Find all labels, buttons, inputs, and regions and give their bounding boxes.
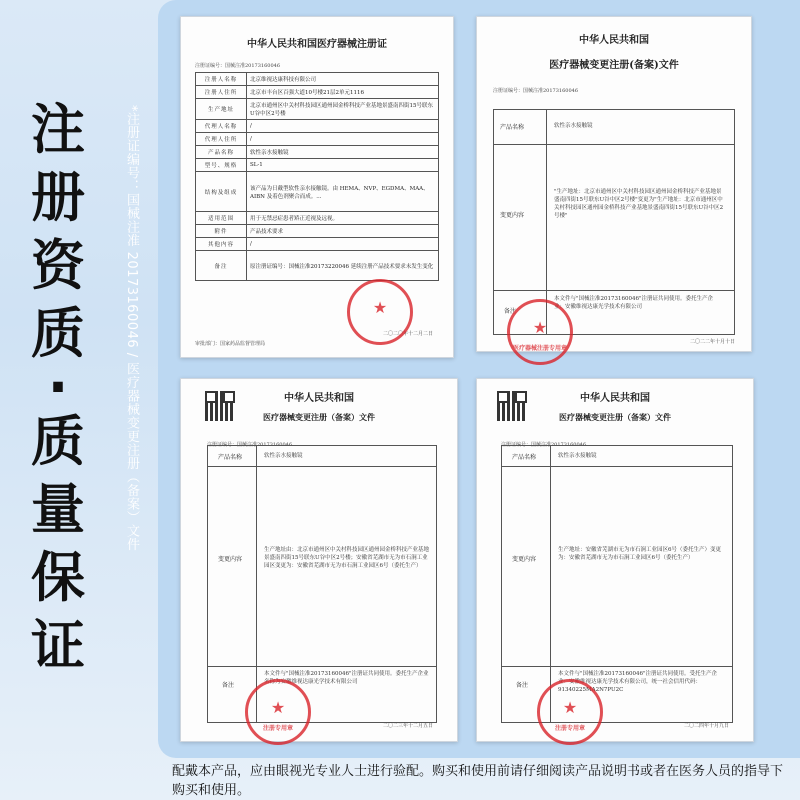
table-row xyxy=(196,159,439,172)
official-stamp: ★ xyxy=(347,279,413,345)
column-divider xyxy=(550,446,551,722)
table-row xyxy=(196,212,439,225)
title-char: 保 xyxy=(31,546,85,609)
row-label: 备注 xyxy=(196,251,247,281)
change-registration-doc-2023 xyxy=(180,378,458,742)
row-label: 代理人名称 xyxy=(196,120,247,133)
table-row xyxy=(196,225,439,238)
row-label: 代理人住所 xyxy=(196,133,247,146)
row-divider xyxy=(208,666,436,667)
title-char: 量 xyxy=(31,478,85,541)
change-label: 变更内容 xyxy=(218,556,243,563)
title-char: 质 xyxy=(31,410,85,473)
row-value: 北京市丰台区百强大道10号楼21层2单元1116 xyxy=(247,86,439,99)
row-label: 结构及组成 xyxy=(196,172,247,212)
product-label: 产品名称 xyxy=(512,454,537,461)
doc2-title-line1: 中华人民共和国 xyxy=(579,35,649,46)
doc2-date: 二〇二二年十月十日 xyxy=(689,339,735,345)
change-registration-doc-2024 xyxy=(476,378,754,742)
vertical-subtitle: *注册证编号：国械注准 20173160046 / 医疗器械变更注册（备案）文件 xyxy=(124,105,139,552)
official-stamp: ★ 医疗器械注册专用章 xyxy=(507,299,573,365)
row-value: / xyxy=(247,238,439,251)
product-value: 软性亲水接触镜 xyxy=(558,453,597,459)
row-value: 用于无禁忌症患者矫正近视及远视。 xyxy=(247,212,439,225)
row-value: SL-1 xyxy=(247,159,439,172)
row-value: 原注册证编号：国械注准20173220046 延续注册产品技术要求未发生变化 xyxy=(247,251,439,281)
table-row xyxy=(196,120,439,133)
table-row xyxy=(196,133,439,146)
doc4-reg-no: 注册证编号：国械注准20173160046 xyxy=(501,442,586,448)
doc4-title-line2: 医疗器械变更注册（备案）文件 xyxy=(559,412,671,422)
change-label: 变更内容 xyxy=(500,212,525,219)
row-value: / xyxy=(247,120,439,133)
change-value: "生产地址：北京市通州区中关村科技园区通州园金桥科技产业基地景盛南四街15号联东U谷中区2号楼"变更为"生产地址：北京市通州区中关村科技园区通州园金桥科技产业基地景盛南四街15号联东U谷中区2号楼" xyxy=(554,189,724,219)
row-divider xyxy=(494,290,734,291)
stamp-text: 注册专用章 xyxy=(262,725,293,732)
row-divider xyxy=(208,466,436,467)
vertical-subtitle-strip xyxy=(84,0,160,758)
disclaimer-text: 配戴本产品，应由眼视光专业人士进行验配。购买和使用前请仔细阅读产品说明书或者在医务人员的指导下购买和使用。 xyxy=(172,764,784,798)
title-char: 册 xyxy=(31,166,85,229)
note-label: 备注 xyxy=(222,682,235,689)
row-value: 产品技术要求 xyxy=(247,225,439,238)
change-value: 生产地址由：北京市通州区中关村科技园区通州园金桥科技产业基地景盛南四街15号联东U谷中区2号楼；安徽省芜湖市无为市石涧工业园区变更为：安徽省芜湖市无为市石涧工业园区6号（委托生产） xyxy=(264,547,430,569)
change-value: 生产地址：安徽省芜湖市无为市石涧工业园区6号（委托生产）变更为：安徽省芜湖市无为市石涧工业园区6号（委托生产） xyxy=(558,547,722,561)
doc1-footer: 审批部门：国家药品监督管理局 xyxy=(195,341,266,347)
product-value: 软性亲水接触镜 xyxy=(554,123,593,129)
change-label: 变更内容 xyxy=(512,556,537,563)
row-label: 型号、规格 xyxy=(196,159,247,172)
row-label: 适用范围 xyxy=(196,212,247,225)
note-value: 本文件与"国械注准20173160046"注册证共同使用。受托生产企业：安徽维视达康光学技术有限公司，统一社会信用代码：91340225MA2N7PU2C xyxy=(558,671,718,693)
row-label: 注册人名称 xyxy=(196,73,247,86)
row-value: 北京维视达康科技有限公司 xyxy=(247,73,439,86)
title-char: 证 xyxy=(31,614,85,677)
note-value: 本文件与"国械注准20173160046"注册证共同使用。委托生产企业名称为安徽维视达康光学技术有限公司 xyxy=(264,671,429,685)
title-char: 注 xyxy=(31,98,85,161)
title-char: 资 xyxy=(31,234,85,297)
row-label: 生产地址 xyxy=(196,99,247,120)
doc4-title-line1: 中华人民共和国 xyxy=(580,393,650,404)
note-value: 本文件与"国械注准20173160046"注册证共同使用。委托生产企业：安徽维视达康光学技术有限公司 xyxy=(554,296,714,310)
table-row xyxy=(196,86,439,99)
official-stamp: ★ 注册专用章 xyxy=(537,679,603,745)
note-label: 备注 xyxy=(504,308,517,315)
column-divider xyxy=(256,446,257,722)
row-label: 产品名称 xyxy=(196,146,247,159)
change-registration-doc-2022 xyxy=(476,16,752,352)
table-row xyxy=(196,238,439,251)
doc4-table xyxy=(501,445,733,723)
row-divider xyxy=(502,666,732,667)
note-label: 备注 xyxy=(516,682,529,689)
title-char: · xyxy=(47,356,69,419)
qr-code-icon xyxy=(205,391,235,421)
row-value: 软性亲水接触镜 xyxy=(247,146,439,159)
product-value: 软性亲水接触镜 xyxy=(264,453,303,459)
doc3-reg-no: 注册证编号：国械注准20173160046 xyxy=(207,442,292,448)
row-label: 注册人住所 xyxy=(196,86,247,99)
table-row xyxy=(196,251,439,281)
table-row xyxy=(196,146,439,159)
doc1-title: 中华人民共和国医疗器械注册证 xyxy=(247,39,387,50)
doc3-title-line2: 医疗器械变更注册（备案）文件 xyxy=(263,412,375,422)
table-row xyxy=(196,73,439,86)
product-label: 产品名称 xyxy=(218,454,243,461)
row-value: / xyxy=(247,133,439,146)
row-divider xyxy=(494,144,734,145)
qr-code-icon xyxy=(497,391,527,421)
title-char: 质 xyxy=(31,302,85,365)
doc3-title-line1: 中华人民共和国 xyxy=(284,393,354,404)
doc3-date: 二〇二三年十二月五日 xyxy=(382,723,433,729)
official-stamp: ★ 注册专用章 xyxy=(245,679,311,745)
row-value: 北京市通州区中关村科技园区通州园金桥科技产业基地景盛南四街15号联东U谷中区2号楼 xyxy=(247,99,439,120)
row-label: 其他内容 xyxy=(196,238,247,251)
doc4-date: 二〇二四年十月九日 xyxy=(683,723,729,729)
doc3-table xyxy=(207,445,437,723)
table-row xyxy=(196,172,439,212)
product-label: 产品名称 xyxy=(500,124,525,131)
registration-certificate xyxy=(180,16,454,358)
row-label: 附件 xyxy=(196,225,247,238)
doc1-date: 二〇二〇年十二月二日 xyxy=(382,331,433,337)
row-value: 该产品为日戴型软性亲水接触镜。由 HEMA、NVP、EGDMA、MAA、AIBN 及着色剂聚合而成。... xyxy=(247,172,439,212)
doc2-title-line2: 医疗器械变更注册(备案)文件 xyxy=(549,60,679,71)
doc1-table xyxy=(195,72,439,281)
doc2-reg-no: 注册证编号：国械注准20173160046 xyxy=(493,88,578,94)
table-row xyxy=(196,99,439,120)
row-divider xyxy=(502,466,732,467)
stamp-text: 注册专用章 xyxy=(554,725,585,732)
doc1-reg-no: 注册证编号：国械注准20173160046 xyxy=(195,63,280,69)
stamp-text: 医疗器械注册专用章 xyxy=(512,345,567,352)
